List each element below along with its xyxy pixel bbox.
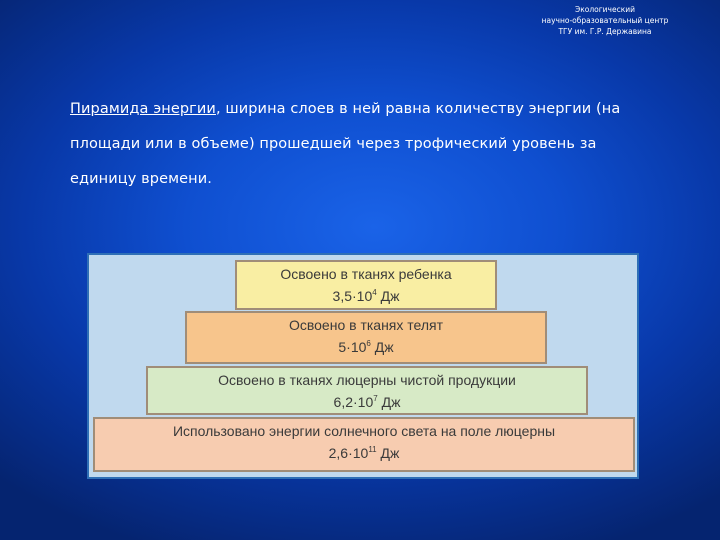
layer-label: Освоено в тканях люцерны чистой продукции [218, 372, 516, 388]
layer-value [148, 389, 586, 412]
value-mantissa: 2,6·10 [328, 445, 369, 461]
layer-value [187, 334, 545, 357]
energy-pyramid [87, 253, 639, 479]
layer-value [95, 440, 633, 463]
value-exponent: 6 [366, 339, 371, 348]
value-unit: Дж [374, 339, 394, 355]
value-mantissa: 5·10 [338, 339, 367, 355]
org-line-1: Экологический [575, 5, 635, 14]
value-exponent: 7 [373, 394, 378, 403]
pyramid-layer-sunlight [93, 417, 635, 472]
org-line-2: научно-образовательный центр [541, 16, 669, 25]
value-exponent: 11 [368, 445, 377, 454]
layer-label: Использовано энергии солнечного света на поле люцерны [172, 423, 556, 439]
layer-value [237, 283, 495, 306]
pyramid-layer-child [235, 260, 497, 310]
value-mantissa: 3,5·10 [332, 288, 373, 304]
layer-label: Освоено в тканях ребенка [280, 266, 452, 282]
definition-term: Пирамида энергии [70, 101, 216, 117]
pyramid-layer-calves [185, 311, 547, 364]
organization-header [520, 4, 690, 37]
pyramid-layer-alfalfa [146, 366, 588, 415]
value-mantissa: 6,2·10 [333, 394, 374, 410]
definition-text [70, 92, 650, 197]
value-unit: Дж [380, 288, 400, 304]
org-line-3: ТГУ им. Г.Р. Державина [558, 27, 652, 36]
layer-label: Освоено в тканях телят [288, 317, 444, 333]
value-unit: Дж [381, 394, 401, 410]
value-exponent: 4 [372, 288, 377, 297]
definition-body: , ширина слоев в ней равна количеству энергии (на площади или в объеме) прошедшей через трофический уровень за единицу времени. [70, 101, 621, 187]
value-unit: Дж [380, 445, 400, 461]
